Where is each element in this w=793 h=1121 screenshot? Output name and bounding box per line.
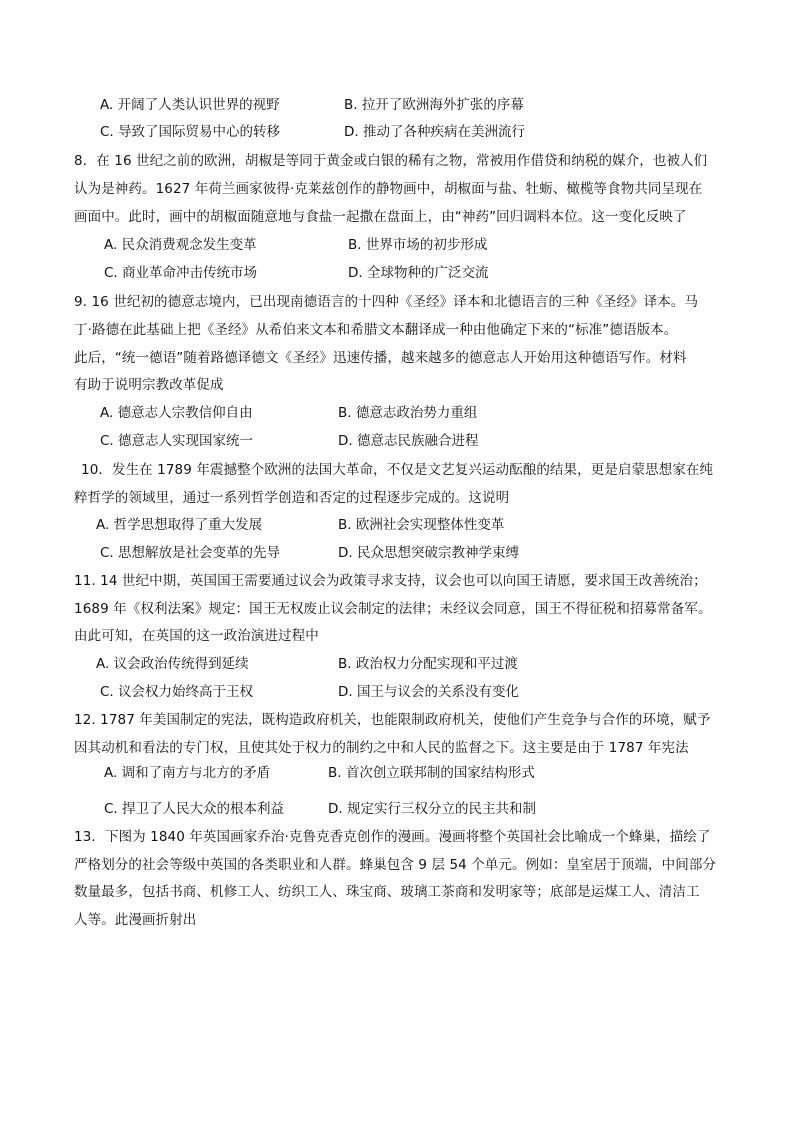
q8-option-c: C. 商业革命冲击传统市场 [104, 265, 258, 281]
q8-stem-line-2: 认为是神药。1627 年荷兰画家彼得·克莱兹创作的静物画中，胡椒面与盐、牡蛎、橄榄等食物共同呈现在 [74, 181, 703, 197]
q9-stem-line-2: 丁·路德在此基础上把《圣经》从希伯来文本和希腊文本翻译成一种由他确定下来的“标准”德语版本。 [74, 322, 678, 338]
q12-stem-line-1: 12. 1787 年美国制定的宪法，既构造政府机关，也能限制政府机关，使他们产生竞争与合作的环境，赋予 [74, 712, 711, 728]
q10-option-a: A. 哲学思想取得了重大发展 [96, 517, 263, 533]
q12-stem-line-2: 因其动机和看法的专门权，且使其处于权力的制约之中和人民的监督之下。这主要是由于 1787 年宪法 [74, 740, 689, 756]
q13-stem-line-2: 严格划分的社会等级中英国的各类职业和人群。蜂巢包含 9 层 54 个单元。例如：皇室居于顶端，中间部分 [74, 857, 717, 873]
q11-stem-line-2: 1689 年《权利法案》规定：国王无权废止议会制定的法律；未经议会同意，国王不得征税和招募常备军。 [74, 601, 712, 617]
q8-option-b: B. 世界市场的初步形成 [348, 237, 488, 253]
q9-option-d: D. 德意志民族融合进程 [338, 433, 479, 449]
q9-option-a: A. 德意志人宗教信仰自由 [100, 405, 253, 421]
q10-option-b: B. 欧洲社会实现整体性变革 [338, 517, 505, 533]
q8-option-a: A. 民众消费观念发生变革 [104, 237, 257, 253]
q10-stem-line-2: 粹哲学的领域里，通过一系列哲学创造和否定的过程逐步完成的。这说明 [74, 490, 510, 506]
q7-option-c: C. 导致了国际贸易中心的转移 [100, 124, 281, 140]
q7-option-b: B. 拉开了欧洲海外扩张的序幕 [344, 97, 524, 113]
q13-stem-line-3: 数量最多，包括书商、机修工人、纺织工人、珠宝商、玻璃工茶商和发明家等；底部是运煤工人、清洁工 [74, 884, 700, 900]
q9-stem-line-4: 有助于说明宗教改革促成 [74, 377, 224, 393]
q10-option-d: D. 民众思想突破宗教神学束缚 [338, 545, 519, 561]
q8-stem-line-3: 画面中。此时，画中的胡椒面随意地与食盐一起撒在盘面上，由“神药”回归调料本位。这一变化反映了 [74, 209, 687, 225]
q12-option-d: D. 规定实行三权分立的民主共和制 [328, 801, 536, 817]
q12-option-a: A. 调和了南方与北方的矛盾 [104, 765, 271, 781]
q9-stem-line-1: 9. 16 世纪初的德意志境内，已出现南德语言的十四种《圣经》译本和北德语言的三种《圣经》译本。马 [74, 294, 699, 310]
q11-stem-line-1: 11. 14 世纪中期，英国国王需要通过议会为政策寻求支持，议会也可以向国王请愿，要求国王改善统治； [74, 573, 707, 589]
q7-option-d: D. 推动了各种疾病在美洲流行 [344, 124, 525, 140]
q7-option-a: A. 开阔了人类认识世界的视野 [100, 97, 280, 113]
q9-option-b: B. 德意志政治势力重组 [338, 405, 478, 421]
q8-stem-line-1: 8．在 16 世纪之前的欧洲，胡椒是等同于黄金或白银的稀有之物，常被用作借贷和纳税的媒介，也被人们 [74, 153, 708, 169]
q12-option-b: B. 首次创立联邦制的国家结构形式 [328, 765, 535, 781]
q11-option-a: A. 议会政治传统得到延续 [96, 656, 249, 672]
q11-option-c: C. 议会权力始终高于王权 [100, 684, 254, 700]
q12-option-c: C. 捍卫了人民大众的根本利益 [104, 801, 285, 817]
q11-option-b: B. 政治权力分配实现和平过渡 [338, 656, 518, 672]
q11-stem-line-3: 由此可知，在英国的这一政治演进过程中 [74, 628, 319, 644]
q10-option-c: C. 思想解放是社会变革的先导 [100, 545, 281, 561]
q13-stem-line-1: 13．下图为 1840 年英国画家乔治·克鲁克香克创作的漫画。漫画将整个英国社会比喻成一个蜂巢，描绘了 [74, 829, 711, 845]
q9-option-c: C. 德意志人实现国家统一 [100, 433, 254, 449]
q13-stem-line-4: 人等。此漫画折射出 [74, 912, 197, 928]
q9-stem-line-3: 此后，“统一德语”随着路德译德文《圣经》迅速传播，越来越多的德意志人开始用这种德语写作。材料 [74, 350, 687, 366]
q8-option-d: D. 全球物种的广泛交流 [348, 265, 489, 281]
q10-stem-line-1: 10．发生在 1789 年震撼整个欧洲的法国大革命，不仅是文艺复兴运动酝酿的结果，更是启蒙思想家在纯 [81, 462, 714, 478]
q11-option-d: D. 国王与议会的关系没有变化 [338, 684, 519, 700]
